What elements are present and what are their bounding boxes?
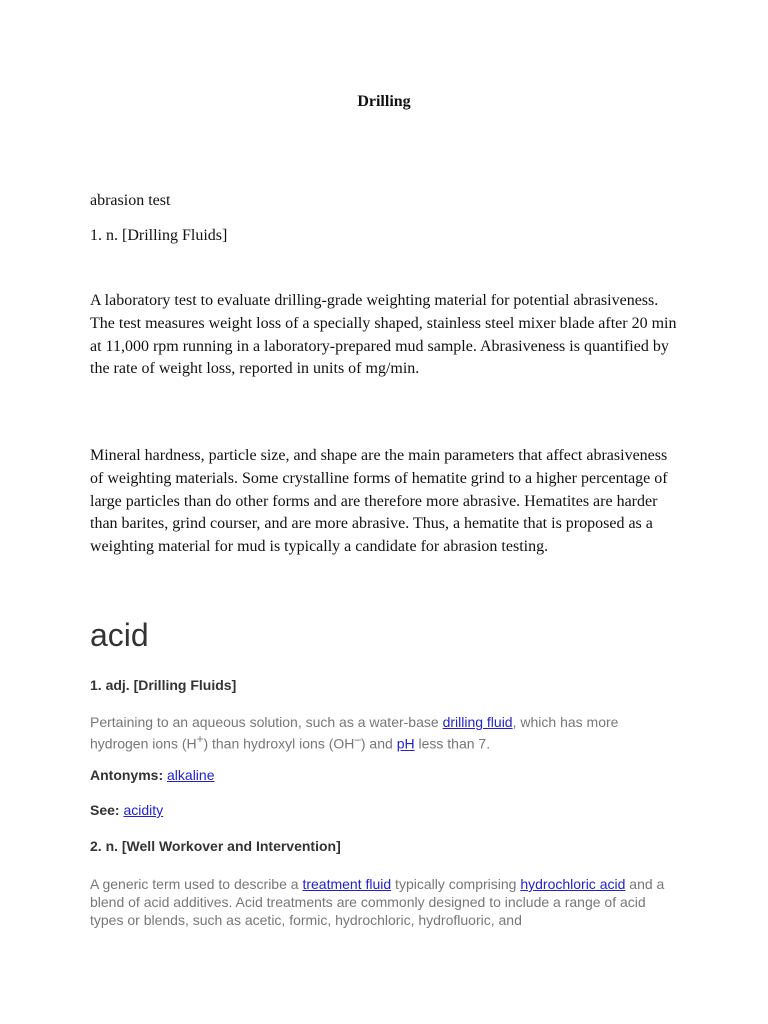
definition-text: [90, 713, 680, 753]
definition-fragment: ) than hydroxyl ions (OH: [203, 735, 355, 752]
sense-heading: 2. n. [Well Workover and Intervention]: [90, 838, 341, 854]
definition-fragment: Pertaining to an aqueous solution, such as a water-base: [90, 714, 443, 730]
superscript: –: [354, 733, 361, 746]
definition-fragment: A generic term used to describe a: [90, 876, 303, 892]
link-ph[interactable]: pH: [396, 735, 415, 752]
see-also-row: [90, 802, 163, 818]
antonyms-row: [90, 767, 215, 783]
entry-sense-heading: 1. n. [Drilling Fluids]: [90, 227, 228, 244]
antonyms-label: Antonyms:: [90, 767, 164, 783]
entry-term-heading: acid: [90, 617, 149, 653]
definition-fragment: ) and: [360, 735, 397, 752]
link-treatment-fluid[interactable]: treatment fluid: [302, 876, 392, 892]
page-title: Drilling: [357, 93, 411, 110]
definition-paragraph: Mineral hardness, particle size, and shape are the main parameters that affect abrasiveness of weighting materials. Some crystalline forms of hematite grind to a higher percentage of large particles than do other forms and are therefore more abrasive. Hematites are harder than barites, grind courser, and are more abrasive. Thus, a hematite that is proposed as a weighting material for mud is typically a candidate for abrasion testing.: [90, 447, 668, 556]
link-drilling-fluid[interactable]: drilling fluid: [442, 714, 513, 730]
superscript: +: [196, 733, 204, 746]
definition-text: [90, 875, 680, 929]
link-acidity[interactable]: acidity: [123, 802, 164, 818]
definition-paragraph: A laboratory test to evaluate drilling-grade weighting material for potential abrasiveness. The test measures weight loss of a specially shaped, stainless steel mixer blade after 20 min at 11,000 rpm running in a laboratory-prepared mud sample. Abrasiveness is quantified by the rate of weight loss, reported in units of mg/min.: [90, 292, 677, 378]
definition-fragment: , which has more hydrogen ions (H: [90, 714, 619, 752]
definition-fragment: and a blend of acid additives. Acid treatments are commonly designed to include a range of acid types or blends, such as acetic, formic, hydrochloric, hydrofluoric, and: [90, 876, 665, 928]
link-alkaline[interactable]: alkaline: [167, 767, 215, 783]
see-label: See:: [90, 802, 120, 818]
entry-term: abrasion test: [90, 192, 171, 209]
sense-heading: 1. adj. [Drilling Fluids]: [90, 677, 237, 693]
definition-fragment: typically comprising: [391, 876, 521, 892]
link-hydrochloric-acid[interactable]: hydrochloric acid: [520, 876, 626, 892]
definition-fragment: less than 7.: [414, 735, 491, 752]
